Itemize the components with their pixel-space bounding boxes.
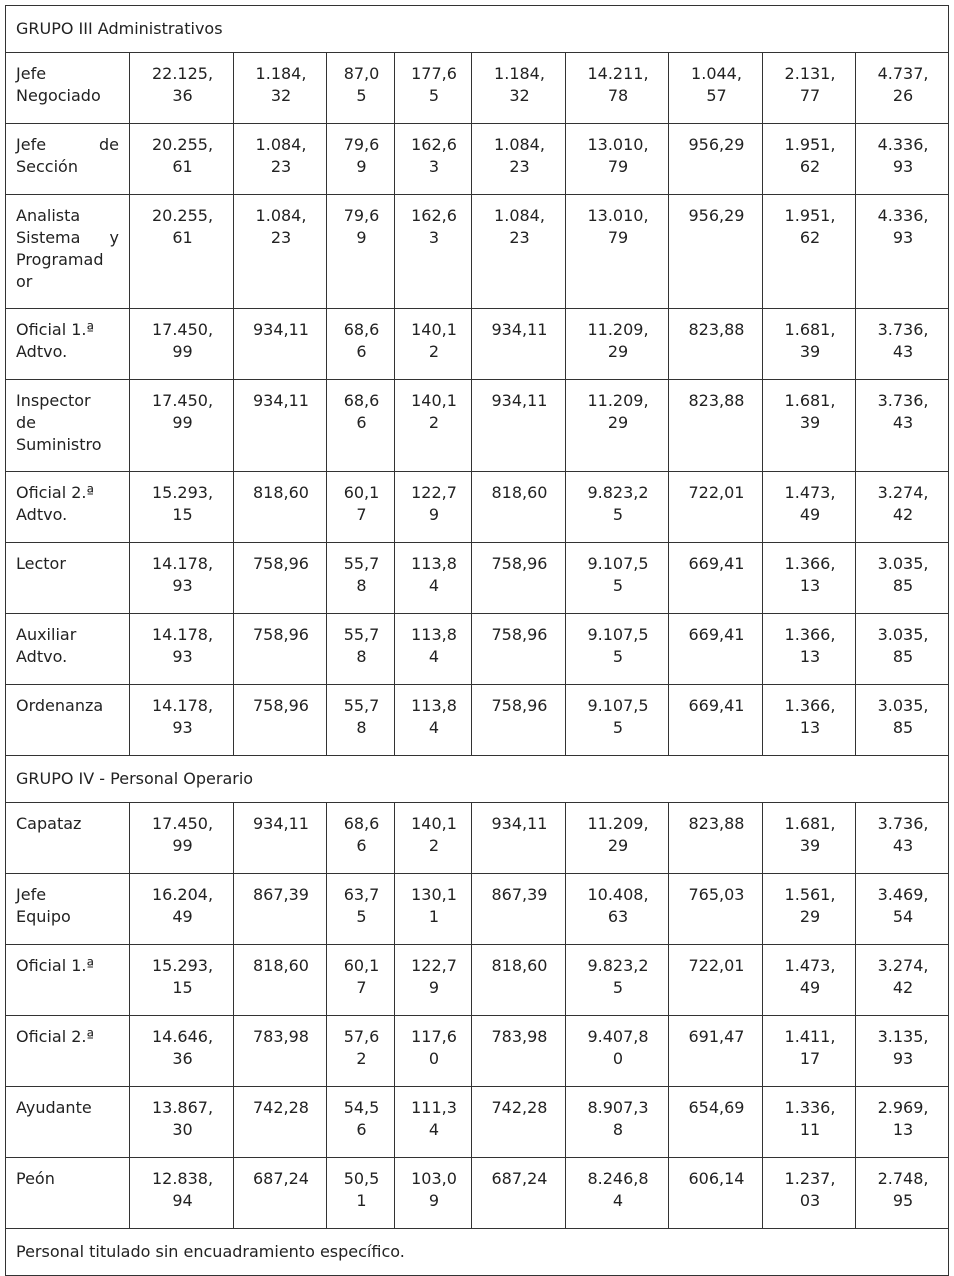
- group-header-row: [6, 756, 949, 803]
- table-row: [6, 53, 949, 124]
- value-cell: 12.838, 94: [130, 1158, 234, 1229]
- category-cell: Ordenanza: [6, 685, 130, 756]
- value-cell: 818,60: [234, 945, 327, 1016]
- group-title: GRUPO IV - Personal Operario: [6, 756, 949, 803]
- value-cell: 13.010, 79: [566, 195, 669, 309]
- table-row: [6, 1016, 949, 1087]
- category-cell: Oficial 1.ª Adtvo.: [6, 309, 130, 380]
- value-cell: 113,8 4: [395, 543, 472, 614]
- value-cell: 55,7 8: [327, 614, 395, 685]
- group-header-row: [6, 6, 949, 53]
- value-cell: 9.107,5 5: [566, 614, 669, 685]
- value-cell: 14.646, 36: [130, 1016, 234, 1087]
- value-cell: 15.293, 15: [130, 945, 234, 1016]
- table-row: [6, 309, 949, 380]
- value-cell: 140,1 2: [395, 803, 472, 874]
- table-row: [6, 874, 949, 945]
- value-cell: 742,28: [234, 1087, 327, 1158]
- value-cell: 111,3 4: [395, 1087, 472, 1158]
- value-cell: 823,88: [669, 380, 763, 472]
- value-cell: 1.951, 62: [763, 195, 856, 309]
- value-cell: 1.561, 29: [763, 874, 856, 945]
- value-cell: 934,11: [234, 309, 327, 380]
- value-cell: 956,29: [669, 195, 763, 309]
- value-cell: 2.748, 95: [856, 1158, 949, 1229]
- value-cell: 1.237, 03: [763, 1158, 856, 1229]
- value-cell: 818,60: [472, 945, 566, 1016]
- footer-row: [6, 1229, 949, 1276]
- category-cell: Lector: [6, 543, 130, 614]
- value-cell: 55,7 8: [327, 543, 395, 614]
- value-cell: 55,7 8: [327, 685, 395, 756]
- table-row: [6, 124, 949, 195]
- table-row: [6, 543, 949, 614]
- category-cell: Oficial 2.ª Adtvo.: [6, 472, 130, 543]
- value-cell: 15.293, 15: [130, 472, 234, 543]
- value-cell: 17.450, 99: [130, 309, 234, 380]
- category-cell: Jefe Negociado: [6, 53, 130, 124]
- value-cell: 1.681, 39: [763, 803, 856, 874]
- value-cell: 20.255, 61: [130, 124, 234, 195]
- value-cell: 758,96: [472, 685, 566, 756]
- value-cell: 117,6 0: [395, 1016, 472, 1087]
- value-cell: 13.867, 30: [130, 1087, 234, 1158]
- value-cell: 11.209, 29: [566, 309, 669, 380]
- value-cell: 162,6 3: [395, 124, 472, 195]
- value-cell: 687,24: [234, 1158, 327, 1229]
- value-cell: 3.035, 85: [856, 543, 949, 614]
- value-cell: 16.204, 49: [130, 874, 234, 945]
- value-cell: 758,96: [234, 614, 327, 685]
- category-cell: Auxiliar Adtvo.: [6, 614, 130, 685]
- value-cell: 758,96: [234, 543, 327, 614]
- value-cell: 934,11: [472, 380, 566, 472]
- value-cell: 9.407,8 0: [566, 1016, 669, 1087]
- category-cell: Ayudante: [6, 1087, 130, 1158]
- value-cell: 1.336, 11: [763, 1087, 856, 1158]
- value-cell: 13.010, 79: [566, 124, 669, 195]
- value-cell: 3.469, 54: [856, 874, 949, 945]
- value-cell: 140,1 2: [395, 309, 472, 380]
- value-cell: 103,0 9: [395, 1158, 472, 1229]
- table-row: [6, 803, 949, 874]
- value-cell: 3.135, 93: [856, 1016, 949, 1087]
- value-cell: 934,11: [234, 380, 327, 472]
- value-cell: 3.274, 42: [856, 945, 949, 1016]
- value-cell: 50,5 1: [327, 1158, 395, 1229]
- value-cell: 17.450, 99: [130, 380, 234, 472]
- value-cell: 4.737, 26: [856, 53, 949, 124]
- value-cell: 122,7 9: [395, 472, 472, 543]
- value-cell: 934,11: [472, 803, 566, 874]
- value-cell: 1.366, 13: [763, 685, 856, 756]
- table-row: [6, 380, 949, 472]
- value-cell: 1.366, 13: [763, 614, 856, 685]
- value-cell: 2.131, 77: [763, 53, 856, 124]
- value-cell: 758,96: [472, 614, 566, 685]
- value-cell: 11.209, 29: [566, 380, 669, 472]
- value-cell: 9.107,5 5: [566, 685, 669, 756]
- value-cell: 669,41: [669, 614, 763, 685]
- value-cell: 758,96: [472, 543, 566, 614]
- value-cell: 54,5 6: [327, 1087, 395, 1158]
- value-cell: 783,98: [472, 1016, 566, 1087]
- footer-note: Personal titulado sin encuadramiento específico.: [6, 1229, 949, 1276]
- value-cell: 3.736, 43: [856, 380, 949, 472]
- value-cell: 9.107,5 5: [566, 543, 669, 614]
- value-cell: 691,47: [669, 1016, 763, 1087]
- value-cell: 177,6 5: [395, 53, 472, 124]
- group-title: GRUPO III Administrativos: [6, 6, 949, 53]
- value-cell: 17.450, 99: [130, 803, 234, 874]
- category-cell: Jefe de Sección: [6, 124, 130, 195]
- value-cell: 1.473, 49: [763, 472, 856, 543]
- value-cell: 742,28: [472, 1087, 566, 1158]
- category-cell: Jefe Equipo: [6, 874, 130, 945]
- value-cell: 68,6 6: [327, 309, 395, 380]
- value-cell: 1.681, 39: [763, 380, 856, 472]
- value-cell: 606,14: [669, 1158, 763, 1229]
- value-cell: 122,7 9: [395, 945, 472, 1016]
- value-cell: 818,60: [472, 472, 566, 543]
- table-row: [6, 1087, 949, 1158]
- category-cell: Peón: [6, 1158, 130, 1229]
- value-cell: 87,0 5: [327, 53, 395, 124]
- table-row: [6, 614, 949, 685]
- value-cell: 162,6 3: [395, 195, 472, 309]
- value-cell: 14.178, 93: [130, 614, 234, 685]
- value-cell: 140,1 2: [395, 380, 472, 472]
- value-cell: 783,98: [234, 1016, 327, 1087]
- value-cell: 867,39: [472, 874, 566, 945]
- value-cell: 3.035, 85: [856, 685, 949, 756]
- value-cell: 722,01: [669, 472, 763, 543]
- value-cell: 956,29: [669, 124, 763, 195]
- value-cell: 79,6 9: [327, 195, 395, 309]
- value-cell: 68,6 6: [327, 803, 395, 874]
- table-row: [6, 1158, 949, 1229]
- value-cell: 79,6 9: [327, 124, 395, 195]
- value-cell: 8.246,8 4: [566, 1158, 669, 1229]
- value-cell: 722,01: [669, 945, 763, 1016]
- value-cell: 130,1 1: [395, 874, 472, 945]
- value-cell: 934,11: [472, 309, 566, 380]
- value-cell: 9.823,2 5: [566, 472, 669, 543]
- value-cell: 818,60: [234, 472, 327, 543]
- value-cell: 934,11: [234, 803, 327, 874]
- value-cell: 113,8 4: [395, 685, 472, 756]
- table-row: [6, 195, 949, 309]
- category-cell: Oficial 1.ª: [6, 945, 130, 1016]
- value-cell: 14.178, 93: [130, 543, 234, 614]
- value-cell: 1.084, 23: [234, 195, 327, 309]
- value-cell: 3.035, 85: [856, 614, 949, 685]
- value-cell: 1.411, 17: [763, 1016, 856, 1087]
- value-cell: 57,6 2: [327, 1016, 395, 1087]
- value-cell: 2.969, 13: [856, 1087, 949, 1158]
- value-cell: 63,7 5: [327, 874, 395, 945]
- value-cell: 823,88: [669, 803, 763, 874]
- value-cell: 11.209, 29: [566, 803, 669, 874]
- value-cell: 867,39: [234, 874, 327, 945]
- value-cell: 1.473, 49: [763, 945, 856, 1016]
- value-cell: 1.084, 23: [472, 195, 566, 309]
- category-cell: Inspector de Suministro: [6, 380, 130, 472]
- table-row: [6, 685, 949, 756]
- value-cell: 9.823,2 5: [566, 945, 669, 1016]
- value-cell: 22.125, 36: [130, 53, 234, 124]
- value-cell: 823,88: [669, 309, 763, 380]
- value-cell: 1.184, 32: [472, 53, 566, 124]
- value-cell: 1.044, 57: [669, 53, 763, 124]
- salary-table: [5, 5, 949, 1276]
- value-cell: 654,69: [669, 1087, 763, 1158]
- table-row: [6, 472, 949, 543]
- value-cell: 765,03: [669, 874, 763, 945]
- value-cell: 14.211, 78: [566, 53, 669, 124]
- value-cell: 20.255, 61: [130, 195, 234, 309]
- value-cell: 4.336, 93: [856, 195, 949, 309]
- value-cell: 1.951, 62: [763, 124, 856, 195]
- value-cell: 113,8 4: [395, 614, 472, 685]
- value-cell: 68,6 6: [327, 380, 395, 472]
- value-cell: 687,24: [472, 1158, 566, 1229]
- value-cell: 1.681, 39: [763, 309, 856, 380]
- value-cell: 10.408, 63: [566, 874, 669, 945]
- value-cell: 3.736, 43: [856, 803, 949, 874]
- value-cell: 1.184, 32: [234, 53, 327, 124]
- value-cell: 3.736, 43: [856, 309, 949, 380]
- value-cell: 60,1 7: [327, 472, 395, 543]
- value-cell: 1.084, 23: [472, 124, 566, 195]
- value-cell: 1.366, 13: [763, 543, 856, 614]
- value-cell: 4.336, 93: [856, 124, 949, 195]
- value-cell: 669,41: [669, 685, 763, 756]
- category-cell: Capataz: [6, 803, 130, 874]
- value-cell: 1.084, 23: [234, 124, 327, 195]
- category-cell: Oficial 2.ª: [6, 1016, 130, 1087]
- salary-table-body: [6, 6, 949, 1276]
- value-cell: 3.274, 42: [856, 472, 949, 543]
- value-cell: 14.178, 93: [130, 685, 234, 756]
- table-row: [6, 945, 949, 1016]
- value-cell: 669,41: [669, 543, 763, 614]
- value-cell: 758,96: [234, 685, 327, 756]
- value-cell: 60,1 7: [327, 945, 395, 1016]
- category-cell: Analista Sistema y Programad or: [6, 195, 130, 309]
- value-cell: 8.907,3 8: [566, 1087, 669, 1158]
